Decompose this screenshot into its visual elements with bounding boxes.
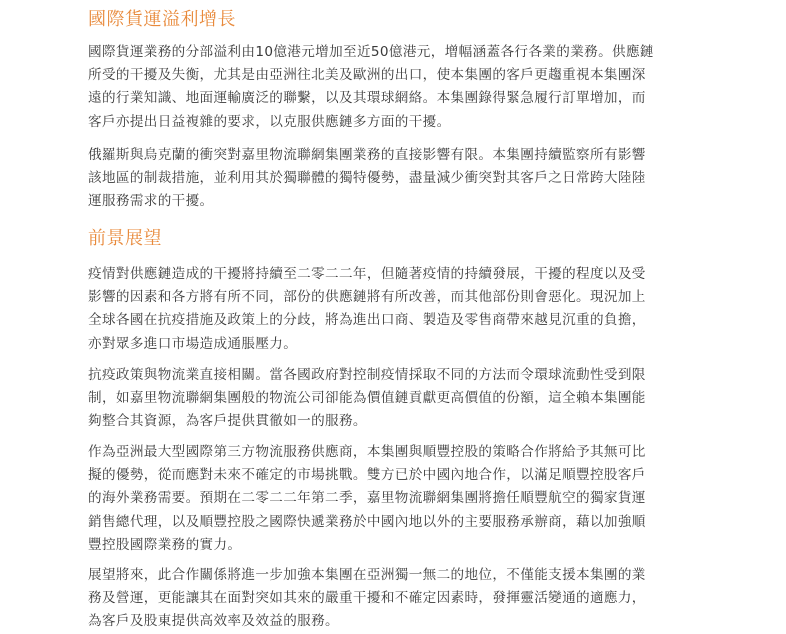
text-line: 的海外業務需要。預期在二零二二年第二季，嘉里物流聯網集團將擔任順豐航空的獨家貨運 — [88, 490, 646, 507]
text-line: 影響的因素和各方將有所不同，部份的供應鏈將有所改善，而其他部份則會惡化。現況加上 — [88, 289, 646, 306]
text-line: 客戶亦提出日益複雜的要求，以克服供應鏈多方面的干擾。 — [88, 113, 451, 130]
text-line: 擬的優勢，從而應對未來不確定的市場挑戰。雙方已於中國內地合作，以滿足順豐控股客戶 — [88, 467, 646, 484]
section-heading-profit-growth: 國際貨運溢利增長 — [88, 9, 236, 30]
text-line: 俄羅斯與烏克蘭的衝突對嘉里物流聯網集團業務的直接影響有限。本集團持續監察所有影響 — [88, 147, 646, 163]
text-line: 夠整合其資源，為客戶提供貫徹如一的服務。 — [88, 413, 367, 430]
paragraph-outlook-1 — [88, 263, 708, 356]
text-line: 國際貨運業務的分部溢利由10億港元增加至近50億港元，增幅涵蓋各行各業的業務。供應鏈 — [88, 44, 654, 60]
text-line: 遠的行業知識、地面運輸廣泛的聯繫，以及其環球網絡。本集團錄得緊急履行訂單增加，而 — [88, 90, 646, 107]
paragraph-outlook-2 — [88, 364, 708, 434]
text-line: 銷售總代理，以及順豐控股之國際快遞業務於中國內地以外的主要服務承辦商，藉以加強順 — [88, 513, 646, 530]
text-line: 豐控股國際業務的實力。 — [88, 536, 242, 553]
text-line: 運服務需求的干擾。 — [88, 193, 214, 210]
paragraph-profit-growth-2 — [88, 144, 708, 214]
text-line: 務及營運，更能讓其在面對突如其來的嚴重干擾和不確定因素時，發揮靈活變通的適應力， — [88, 590, 646, 607]
paragraph-outlook-4 — [88, 564, 708, 634]
text-line: 作為亞洲最大型國際第三方物流服務供應商，本集團與順豐控股的策略合作將給予其無可比 — [88, 444, 646, 460]
text-line: 該地區的制裁措施，並利用其於獨聯體的獨特優勢，盡量減少衝突對其客戶之日常跨大陸陸 — [88, 170, 646, 187]
text-line: 所受的干擾及失衡，尤其是由亞洲往北美及歐洲的出口，使本集團的客戶更趨重視本集團深 — [88, 67, 646, 84]
text-line: 抗疫政策與物流業直接相關。當各國政府對控制疫情採取不同的方法而令環球流動性受到限 — [88, 367, 646, 383]
text-line: 疫情對供應鏈造成的干擾將持續至二零二二年，但隨著疫情的持續發展，干擾的程度以及受 — [88, 266, 646, 282]
paragraph-outlook-3 — [88, 441, 708, 557]
section-heading-outlook: 前景展望 — [88, 228, 162, 249]
text-line: 制，如嘉里物流聯網集團般的物流公司卻能為價值鏈貢獻更高價值的份額，這全賴本集團能 — [88, 390, 646, 407]
text-line: 展望將來，此合作關係將進一步加強本集團在亞洲獨一無二的地位，不僅能支援本集團的業 — [88, 567, 646, 583]
text-line: 全球各國在抗疫措施及政策上的分歧，將為進出口商、製造及零售商帶來越見沉重的負擔， — [88, 312, 646, 329]
text-line: 亦對眾多進口市場造成通脹壓力。 — [88, 335, 298, 352]
text-line: 為客戶及股東提供高效率及效益的服務。 — [88, 613, 339, 630]
paragraph-profit-growth-1 — [88, 41, 708, 134]
